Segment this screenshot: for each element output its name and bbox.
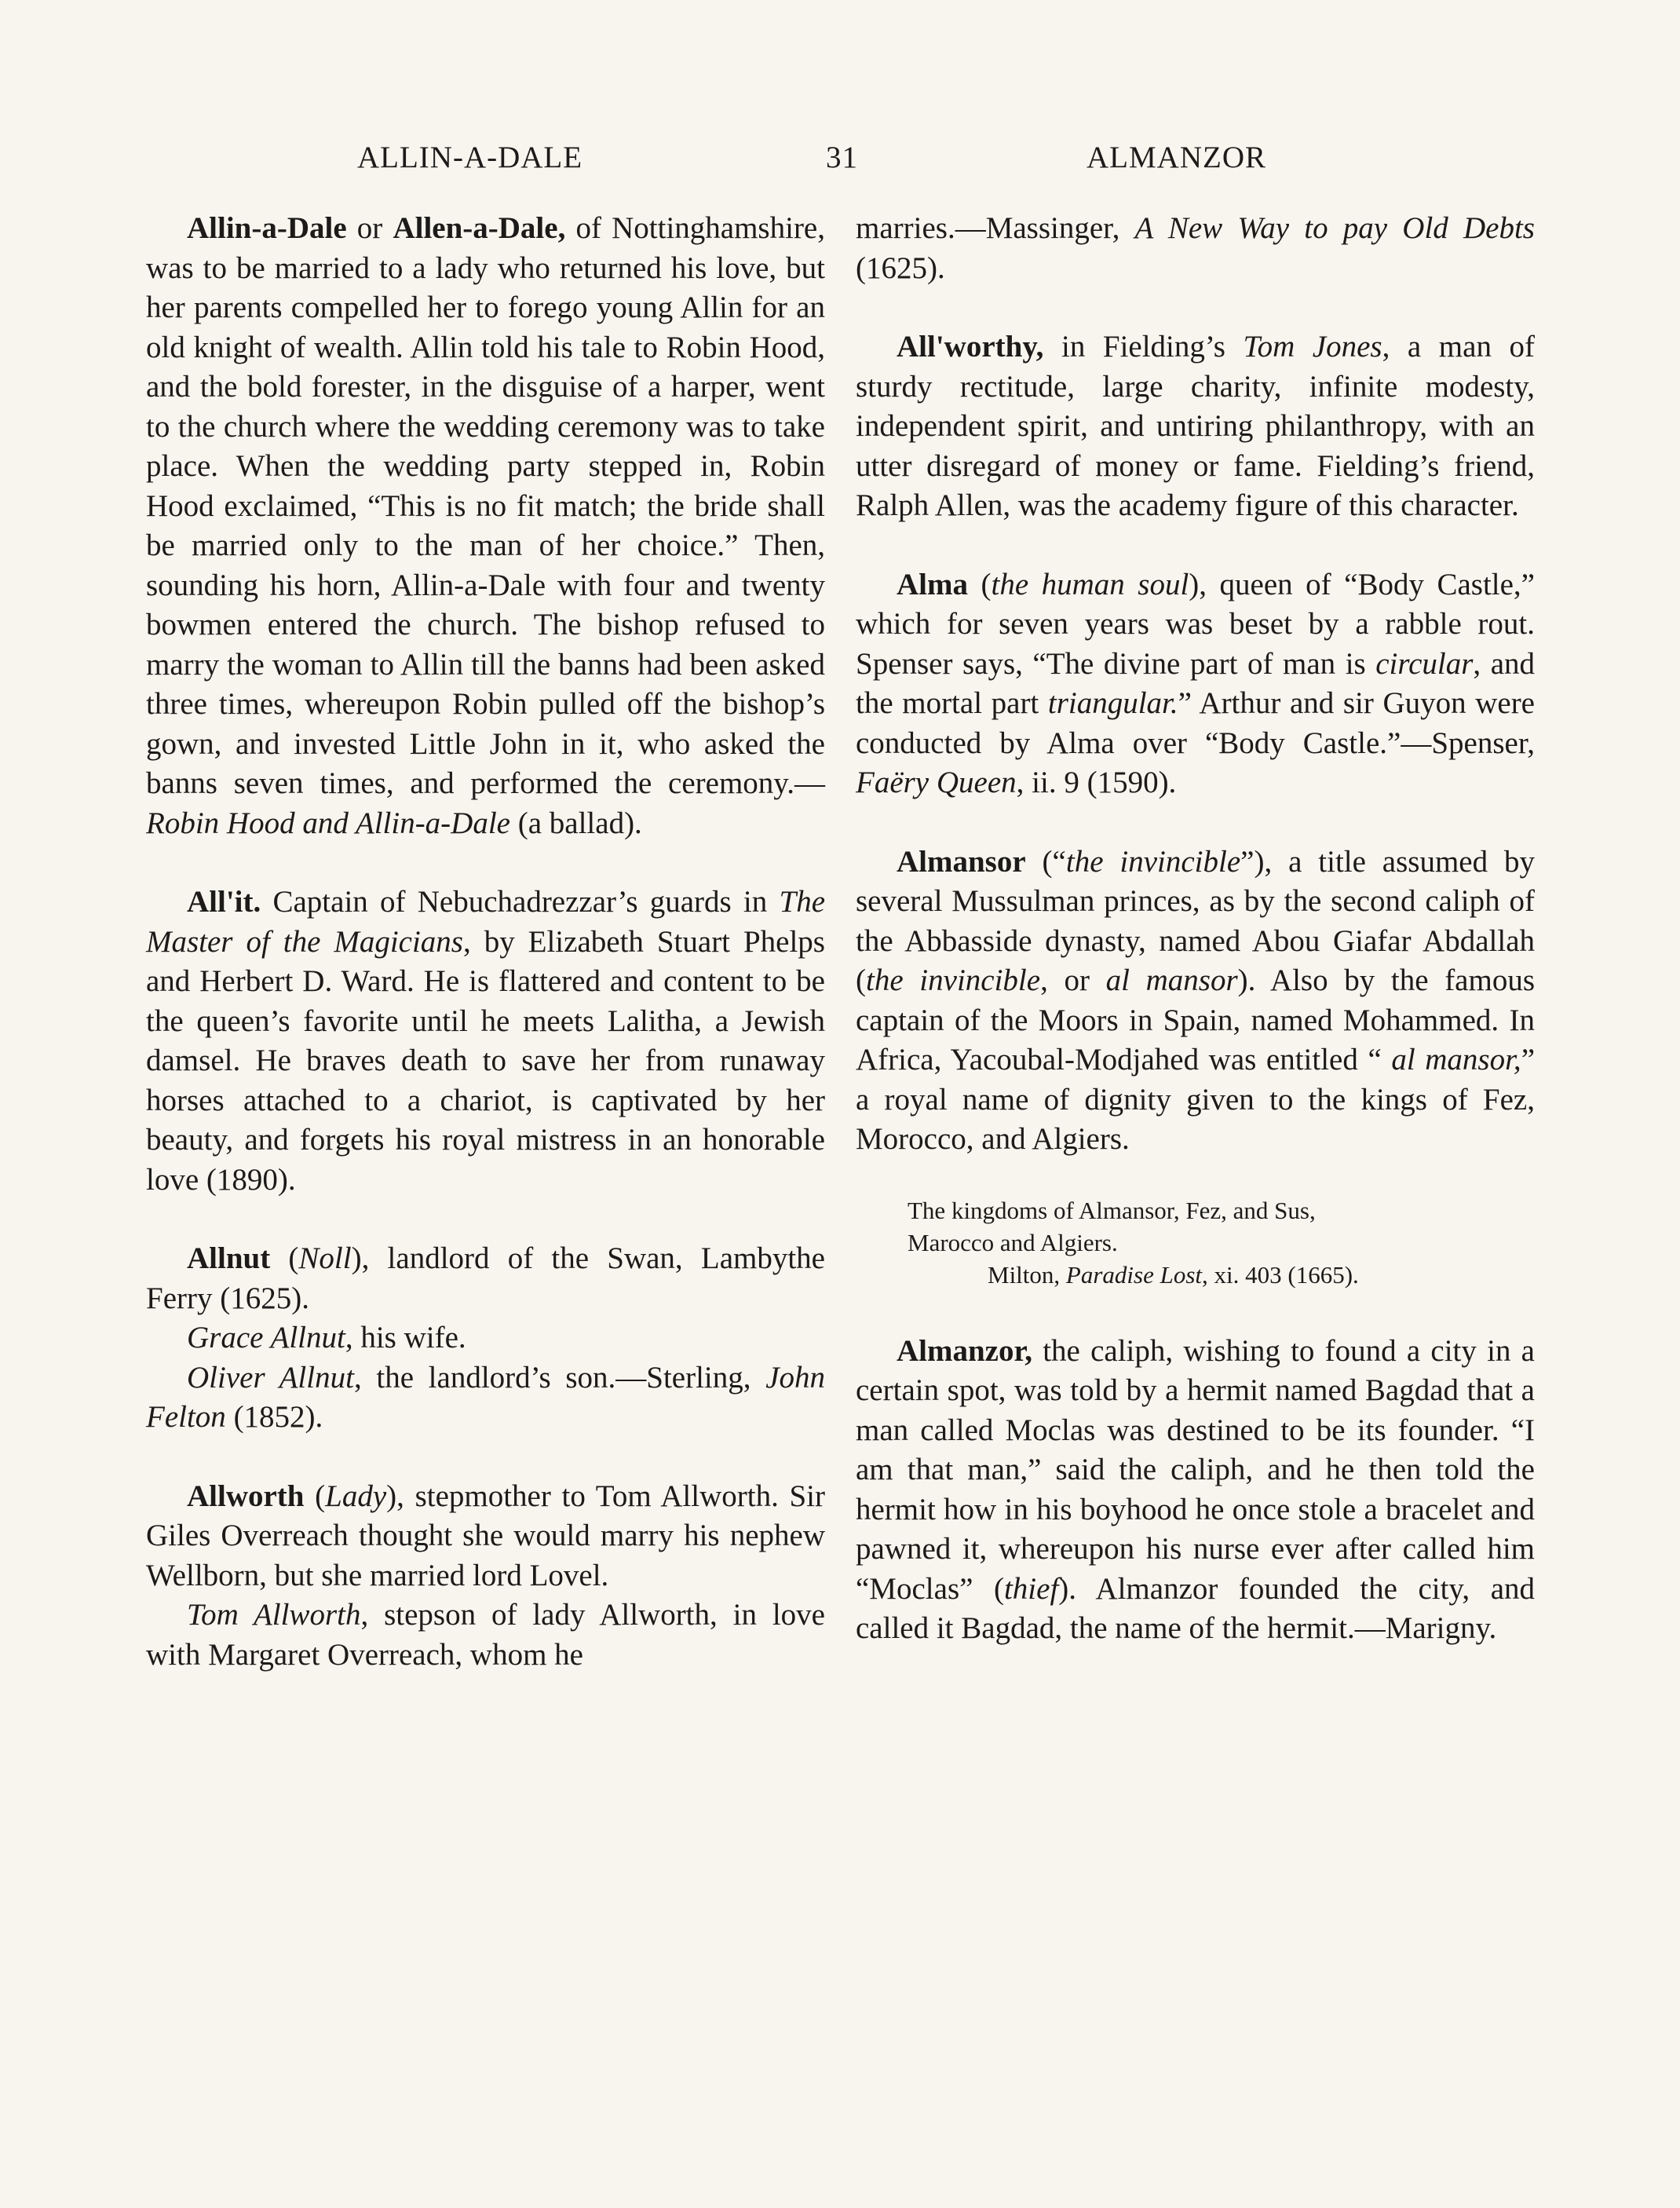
entry-allnut: Allnut (Noll), landlord of the Swan, Lambythe Ferry (1625). Grace Allnut, his wife. Oliver Allnut, the landlord’s son.—Sterling, John Felton (1852).	[146, 1239, 825, 1438]
sub-entry: Oliver Allnut, the landlord’s son.—Sterling, John Felton (1852).	[146, 1360, 825, 1434]
headword: Allworth	[187, 1479, 305, 1513]
quote-line: Marocco and Algiers.	[908, 1228, 1118, 1256]
entry-text: of Nottinghamshire, was to be married to a lady who returned his love, but her parents compelled her to forego young Allin for an old knight of wealth. Allin told his tale to Robin Hood, and the bold forester, in the disguise of a harper, went to the church where the wedding ceremony was to take place. When the wedding party stepped in, Robin Hood exclaimed, “This is no fit match; the bride shall be married only to the man of her choice.” Then, sounding his horn, Allin-a-Dale with four and twenty bowmen entered the church. The bishop refused to marry the woman to Allin till the banns had been asked three times, whereupon Robin pulled off the bishop’s gown, and invested Little John in it, who asked the banns seven times, and performed the ceremony.—	[146, 211, 825, 800]
verse-quotation	[908, 1194, 1535, 1291]
headword: Almanzor,	[897, 1333, 1032, 1368]
entry-almansor: Almansor (“the invincible”), a title assumed by several Mussulman princes, as by the second caliph of the Abbasside dynasty, named Abou Giafar Abdallah (the invincible, or al mansor). Also by the famous captain of the Moors in Spain, named Mohammed. In Africa, Yacoubal-Modjahed was entitled “ al mansor,” a royal name of dignity given to the kings of Fez, Morocco, and Algiers.	[856, 844, 1535, 1156]
source-title: Tom Jones	[1243, 330, 1382, 364]
sub-entry: Tom Allworth, stepson of lady Allworth, in love with Margaret Overreach, whom he	[146, 1598, 825, 1672]
source-title: A New Way to pay Old Debts	[1134, 211, 1535, 245]
entry-text: , queen of “Body Castle,” which for seven years was beset by a rabble rout. Spenser says, “The divine part of man is	[856, 567, 1535, 681]
entry-text: , a man of sturdy rectitude, large charity, infinite modesty, independent spirit, and untiring philanthropy, with an utter disregard of money or fame. Fielding’s friend, Ralph Allen, was the academy figure of this character.	[856, 330, 1535, 522]
header-left-guide-word: ALLIN-A-DALE	[357, 141, 583, 174]
page-number: 31	[826, 141, 858, 174]
source-title: The Master of the Magicians	[146, 885, 825, 959]
quote-citation: Milton, Paradise Lost, xi. 403 (1665).	[988, 1260, 1359, 1289]
sub-entry: Grace Allnut, his wife.	[187, 1321, 466, 1354]
entry-almanzor: Almanzor, the caliph, wishing to found a city in a certain spot, was told by a hermit named Bagdad that a man called Moclas was destined to be its founder. “I am that man,” said the caliph, and he then told the hermit how in his boyhood he once stole a bracelet and pawned it, whereupon his nurse ever after called him “Moclas” (thief). Almanzor founded the city, and called it Bagdad, the name of the hermit.—Marigny.	[856, 1333, 1535, 1645]
entry-allworth-continued: marries.—Massinger, A New Way to pay Old Debts (1625).	[856, 211, 1535, 285]
entry-text: , stepmother to Tom Allworth. Sir Giles Overreach thought she would marry his nephew Wellborn, but she married lord Lovel.	[146, 1479, 825, 1592]
entry-text: , by Elizabeth Stuart Phelps and Herbert D. Ward. He is flattered and content to be the queen’s favorite until he meets Lalitha, a Jewish damsel. He braves death to save her from runaway horses attached to a chariot, is captivated by her beauty, and forgets his royal mistress in an honorable love (1890).	[146, 924, 825, 1197]
entry-text: , landlord of the Swan, Lambythe Ferry (1625).	[146, 1241, 825, 1315]
quote-line: The kingdoms of Almansor, Fez, and Sus,	[908, 1196, 1316, 1224]
headword: Alma	[897, 567, 968, 601]
source-title: Robin Hood and Allin-a-Dale	[146, 806, 510, 840]
entry-allin-a-dale: Allin-a-Dale or Allen-a-Dale, of Nottinghamshire, was to be married to a lady who returned his love, but her parents compelled her to forego young Allin for an old knight of wealth. Allin told his tale to Robin Hood, and the bold forester, in the disguise of a harper, went to the church where the wedding ceremony was to take place. When the wedding party stepped in, Robin Hood exclaimed, “This is no fit match; the bride shall be married only to the man of her choice.” Then, sounding his horn, Allin-a-Dale with four and twenty bowmen entered the church. The bishop refused to marry the woman to Allin till the banns had been asked three times, whereupon Robin pulled off the bishop’s gown, and invested Little John in it, who asked the banns seven times, and performed the ceremony.—Robin Hood and Allin-a-Dale (a ballad).	[146, 211, 825, 840]
source-title: John Felton	[146, 1360, 825, 1434]
entry-text: the caliph, wishing to found a city in a certain spot, was told by a hermit named Bagdad that a man called Moclas was destined to be its founder. “I am that man,” said the caliph, and he then told the hermit how in his boyhood he once stole a bracelet and pawned it, whereupon his nurse ever after called him “Moclas” (	[856, 1333, 1535, 1606]
right-column	[856, 209, 1535, 1688]
left-column	[146, 209, 825, 1675]
entry-allworthy: All'worthy, in Fielding’s Tom Jones, a man of sturdy rectitude, large charity, infinite modesty, independent spirit, and untiring philanthropy, with an utter disregard of money or fame. Fielding’s friend, Ralph Allen, was the academy figure of this character.	[856, 330, 1535, 522]
source-title: Faëry Queen	[856, 766, 1017, 799]
entry-text: Captain of Nebuchadrezzar’s guards in	[261, 885, 780, 919]
headword-variant: Allen-a-Dale,	[393, 211, 566, 245]
entry-alma: Alma (the human soul), queen of “Body Castle,” which for seven years was beset by a rabble rout. Spenser says, “The divine part of man is circular, and the mortal part triangular.” Arthur and sir Guyon were conducted by Alma over “Body Castle.”—Spenser, Faëry Queen, ii. 9 (1590).	[856, 567, 1535, 799]
header-right-guide-word: ALMANZOR	[1087, 141, 1266, 174]
headword: All'worthy,	[897, 330, 1044, 364]
running-head	[0, 140, 1680, 187]
entry-allworth: Allworth (Lady), stepmother to Tom Allworth. Sir Giles Overreach thought she would marry his nephew Wellborn, but she married lord Lovel. Tom Allworth, stepson of lady Allworth, in love with Margaret Overreach, whom he	[146, 1477, 825, 1676]
headword: Allnut	[187, 1241, 271, 1275]
entry-text: , a title assumed by several Mussulman princes, as by the second caliph of the Abbasside dynasty, named Abou Giafar Abdallah (	[856, 844, 1535, 997]
entry-allit	[146, 883, 825, 1200]
headword: Allin-a-Dale	[187, 211, 347, 245]
headword: Almansor	[897, 844, 1026, 879]
headword: All'it.	[187, 885, 261, 919]
